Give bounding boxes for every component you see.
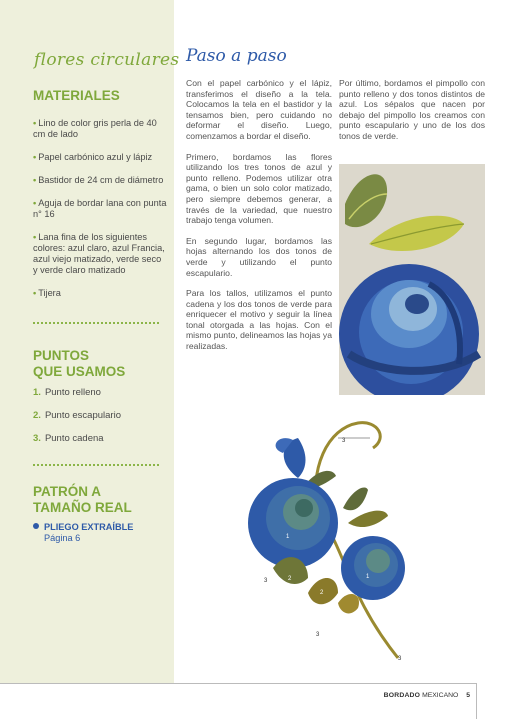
- bullet-icon: •: [33, 118, 37, 128]
- bullet-icon: •: [33, 175, 37, 185]
- paragraph: Para los tallos, utilizamos el punto cadena y los dos tonos de verde para enriquecer el motivo y seguir la línea tonal otorgada a las hojas. Con el mismo punto, delineamos las hojas ya realizadas.: [186, 288, 332, 352]
- stitches-list: [33, 387, 121, 456]
- pliego-reference: PLIEGO EXTRAÍBLE Página 6: [33, 522, 133, 544]
- text-column-2: [339, 78, 485, 152]
- diagram-label: 2: [288, 576, 292, 582]
- bullet-icon: •: [33, 152, 37, 162]
- materials-list: [33, 118, 167, 311]
- stitches-heading-line2: QUE USAMOS: [33, 364, 126, 379]
- footer-brand-suffix: MEXICANO: [422, 692, 459, 699]
- list-item: • Lino de color gris perla de 40 cm de lado: [33, 118, 157, 139]
- page-number: 5: [466, 692, 470, 699]
- list-item: 2. Punto escapulario: [33, 410, 121, 421]
- bullet-icon: •: [33, 198, 37, 208]
- materials-heading: MATERIALES: [33, 88, 120, 103]
- diagram-label: 3: [398, 656, 402, 662]
- bullet-icon: •: [33, 288, 37, 298]
- footer-rule: [0, 683, 476, 684]
- sidebar: [0, 0, 180, 683]
- dotted-divider: [33, 322, 159, 324]
- paragraph: Primero, bordamos las flores utilizando los tres tonos de azul y punto relleno. Podemos utilizar otra gama, o bien un solo color matizado, pero siempre debemos generar, a través de la variedad, que nuestro trabajo tenga volumen.: [186, 151, 332, 226]
- paragraph: Por último, bordamos el pimpollo con punto relleno y dos tonos distintos de azul. Los sépalos que nacen por debajo del pimpollo los creamos con punto escapulario y uno de los dos tonos de verde.: [339, 78, 485, 141]
- sidebar-title: flores circulares: [34, 50, 180, 70]
- diagram-label: 3: [264, 578, 268, 584]
- list-item: 3. Punto cadena: [33, 433, 104, 444]
- list-item: 1. Punto relleno: [33, 387, 101, 398]
- diagram-label: 3: [342, 438, 346, 444]
- section-title: Paso a paso: [186, 46, 287, 66]
- stitches-heading-line1: PUNTOS: [33, 348, 90, 363]
- diagram-label: 3: [316, 632, 320, 638]
- list-item: • Tijera: [33, 288, 61, 298]
- diagram-label: 1: [286, 534, 290, 540]
- page-footer: [384, 692, 470, 699]
- paragraph: En segundo lugar, bordamos las hojas alternando los dos tonos de verde y utilizando el punto escapulario.: [186, 235, 332, 278]
- list-item: • Bastidor de 24 cm de diámetro: [33, 175, 164, 185]
- footer-divider: [476, 683, 477, 719]
- footer-brand: BORDADO: [383, 692, 421, 699]
- embroidery-pattern-diagram: [238, 408, 418, 670]
- diagram-label: 2: [320, 590, 324, 596]
- list-item: • Aguja de bordar lana con punta n° 16: [33, 198, 167, 219]
- pattern-heading-line1: PATRÓN A: [33, 484, 101, 499]
- bullet-icon: •: [33, 232, 37, 242]
- list-item: • Lana fina de los siguientes colores: azul claro, azul Francia, azul viejo matizado, verde seco y verde claro matizado: [33, 232, 165, 275]
- pattern-heading-line2: TAMAÑO REAL: [33, 500, 132, 515]
- diagram-label: 1: [366, 574, 370, 580]
- paragraph: Con el papel carbónico y el lápiz, transferimos el diseño a la tela. Colocamos la tela en el bastidor y la tensamos bien, pero cuidando no deformar el diseño. Luego, comenzamos a bordar el diseño.: [186, 78, 332, 141]
- list-item: • Papel carbónico azul y lápiz: [33, 152, 153, 162]
- embroidery-photo: [339, 164, 485, 395]
- dotted-divider: [33, 464, 159, 466]
- text-column-1: [186, 78, 332, 362]
- bullet-icon: [33, 523, 39, 529]
